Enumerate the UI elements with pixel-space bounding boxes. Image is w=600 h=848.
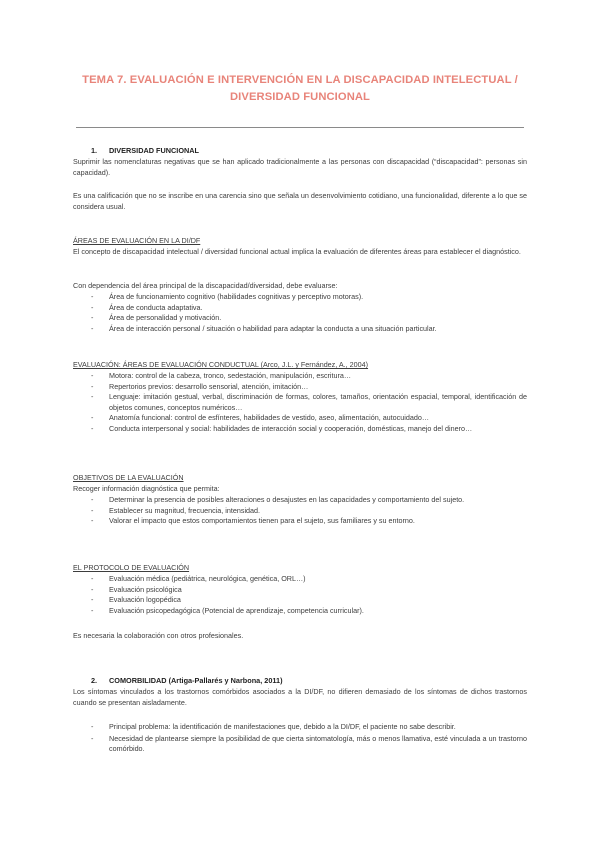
protocolo-list	[73, 574, 527, 616]
section-2-list	[73, 722, 527, 755]
list-item: - Área de funcionamiento cognitivo (habilidades cognitivas y perceptivo motoras).	[73, 292, 527, 303]
list-item: - Lenguaje: imitación gestual, verbal, discriminación de formas, colores, tamaños, orientación espacial, temporal, identificación de objetos comunes, conceptos numéricos…	[73, 392, 527, 413]
list-item: - Determinar la presencia de posibles alteraciones o desajustes en las capacidades y comportamiento del sujeto.	[73, 495, 527, 506]
section-1-heading	[73, 146, 527, 155]
list-item: - Anatomía funcional: control de esfínteres, habilidades de vestido, aseo, alimentación, autocuidado…	[73, 413, 527, 424]
list-item: - Principal problema: la identificación de manifestaciones que, debido a la DI/DF, el paciente no sabe describir.	[73, 722, 527, 733]
list-item: - Evaluación psicológica	[73, 585, 527, 596]
section-2-heading	[73, 676, 527, 685]
title-divider	[76, 127, 524, 128]
areas-paragraph-1: El concepto de discapacidad intelectual / diversidad funcional actual implica la evaluación de diferentes áreas para establecer el diagnóstico.	[73, 247, 521, 256]
document-title: TEMA 7. EVALUACIÓN E INTERVENCIÓN EN LA DISCAPACIDAD INTELECTUAL / DIVERSIDAD FUNCIONAL	[82, 74, 518, 103]
list-item: - Motora: control de la cabeza, tronco, sedestación, manipulación, escritura…	[73, 371, 527, 382]
conductual-subheading: EVALUACIÓN: ÁREAS DE EVALUACIÓN CONDUCTUAL (Arco, J.L. y Fernández, A., 2004)	[73, 360, 369, 369]
areas-subheading: ÁREAS DE EVALUACIÓN EN LA DI/DF	[73, 236, 201, 245]
list-item: - Valorar el impacto que estos comportamientos tienen para el sujeto, sus familiares y su entorno.	[73, 516, 527, 527]
section-1-number: 1.	[91, 146, 98, 155]
list-item: - Necesidad de plantearse siempre la posibilidad de que cierta sintomatología, más o menos llamativa, esté vinculada a un trastorno comórbido.	[73, 734, 527, 755]
areas-paragraph-2: Con dependencia del área principal de la discapacidad/diversidad, debe evaluarse:	[73, 281, 338, 290]
areas-list	[73, 292, 527, 334]
list-item: - Conducta interpersonal y social: habilidades de interacción social y cooperación, domésticas, manejo del dinero…	[73, 424, 527, 435]
objetivos-list	[73, 495, 527, 527]
protocolo-subheading: EL PROTOCOLO DE EVALUACIÓN	[73, 563, 190, 572]
protocolo-note: Es necesaria la colaboración con otros profesionales.	[73, 631, 244, 640]
list-item: - Área de personalidad y motivación.	[73, 313, 527, 324]
list-item: - Evaluación médica (pediátrica, neurológica, genética, ORL…)	[73, 574, 527, 585]
section-2-paragraph-1: Los síntomas vinculados a los trastornos comórbidos asociados a la DI/DF, no difieren demasiado de los síntomas de dichos trastornos cuando se presentan aisladamente.	[73, 687, 527, 707]
list-item: - Área de interacción personal / situación o habilidad para adaptar la conducta a una situación particular.	[73, 324, 527, 335]
list-item: - Área de conducta adaptativa.	[73, 303, 527, 314]
objetivos-intro: Recoger información diagnóstica que permita:	[73, 484, 220, 493]
section-2-number: 2.	[91, 676, 98, 685]
list-item: - Evaluación logopédica	[73, 595, 527, 606]
section-1-title: DIVERSIDAD FUNCIONAL	[109, 146, 199, 155]
list-item: - Evaluación psicopedagógica (Potencial de aprendizaje, competencia curricular).	[73, 606, 527, 617]
list-item: - Repertorios previos: desarrollo sensorial, atención, imitación…	[73, 382, 527, 393]
list-item: - Establecer su magnitud, frecuencia, intensidad.	[73, 506, 527, 517]
section-1-paragraph-1: Suprimir las nomenclaturas negativas que se han aplicado tradicionalmente a las personas con discapacidad (“discapacidad”: personas sin capacidad).	[73, 157, 527, 177]
conductual-list	[73, 371, 527, 435]
section-1-paragraph-2: Es una calificación que no se inscribe en una carencia sino que señala un desenvolvimiento cotidiano, una funcionalidad, diferente a lo que se considera usual.	[73, 191, 527, 211]
objetivos-subheading: OBJETIVOS DE LA EVALUACIÓN	[73, 473, 184, 482]
section-2-title: COMORBILIDAD (Artiga-Pallarés y Narbona, 2011)	[109, 676, 283, 685]
